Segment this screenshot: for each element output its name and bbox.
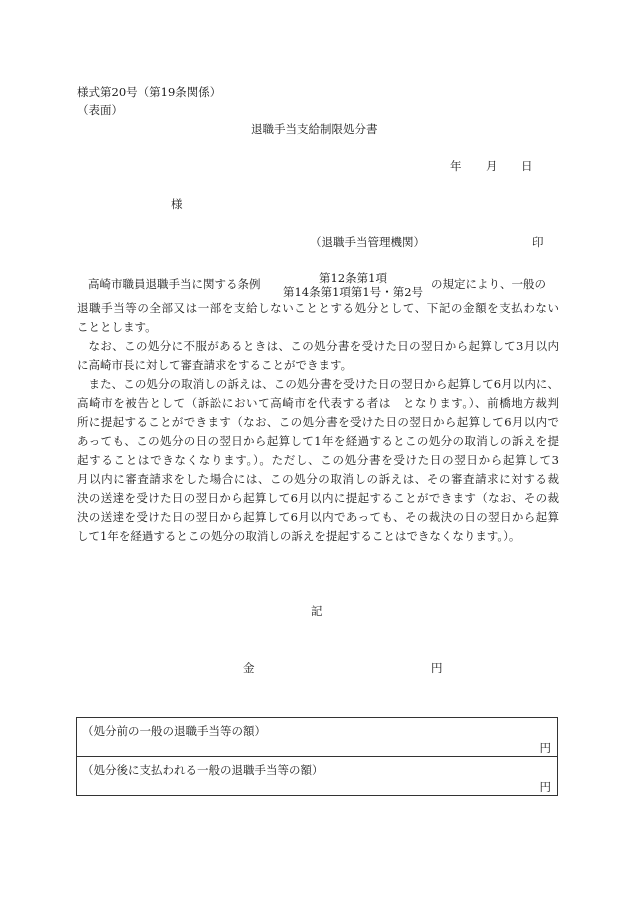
body-line: に高崎市長に対して審査請求をすることができます。: [77, 358, 353, 372]
row-unit-before: 円: [539, 741, 551, 755]
body-line: 月以内に審査請求をした場合には、この処分の取消しの訴えは、その審査請求に対する裁: [77, 472, 559, 486]
article-reference: [278, 271, 428, 299]
body-line: なお、この処分に不服があるときは、この処分書を受けた日の翌日から起算して3月以内: [88, 339, 559, 353]
date-year: 年: [450, 159, 462, 173]
issuer-label: （退職手当管理機関）: [310, 235, 425, 249]
body-line: また、この処分の取消しの訴えは、この処分書を受けた日の翌日から起算して6月以内に、: [88, 377, 559, 391]
date-day: 日: [521, 159, 533, 173]
body-line: 退職手当等の全部又は一部を支給しないこととする処分として、下記の金額を支払わない: [77, 301, 559, 315]
body-line: 起することはできなくなります。）。ただし、この処分書を受けた日の翌日から起算して3: [77, 453, 559, 467]
body-line: こととします。: [77, 320, 157, 334]
article-bottom: 第14条第1項第1号・第2号: [282, 285, 424, 299]
page-title: 退職手当支給制限処分書: [251, 122, 378, 136]
body-p1-end: の規定により、一般の: [431, 277, 546, 291]
row-label-after: （処分後に支払われる一般の退職手当等の額）: [82, 763, 324, 777]
amount-unit: 円: [431, 661, 443, 675]
body-line: 決の送達を受けた日の翌日から起算して6月以内であっても、その裁決の日の翌日から起算: [77, 510, 559, 524]
body-line: 高崎市を被告として（訴訟において高崎市を代表する者は となります。）、前橋地方裁判: [77, 396, 559, 410]
amount-table: [76, 717, 558, 796]
row-unit-after: 円: [539, 780, 551, 794]
date-month: 月: [486, 159, 498, 173]
body-line: あっても、この処分の日の翌日から起算して1年を経過するとこの処分の取消しの訴えを提: [77, 434, 559, 448]
body-line: して1年を経過するとこの処分の取消しの訴えを提起することはできなくなります。）。: [77, 529, 521, 543]
article-top: 第12条第1項: [319, 271, 387, 285]
body-line: 決の送達を受けた日の翌日から起算して6月以内に提起することができます（なお、その裁: [77, 491, 559, 505]
form-number: 様式第20号（第19条関係）: [77, 85, 222, 99]
table-row: [77, 756, 557, 795]
row-label-before: （処分前の一般の退職手当等の額）: [82, 724, 266, 738]
body-line: 所に提起することができます（なお、この処分書を受けた日の翌日から起算して6月以内で: [77, 415, 559, 429]
body-paragraphs: [77, 299, 559, 546]
seal-mark: 印: [532, 235, 544, 249]
side-label: （表面）: [77, 103, 123, 117]
body-p1-start: 高崎市職員退職手当に関する条例: [88, 277, 261, 291]
ki-heading: 記: [311, 604, 323, 618]
amount-label: 金: [243, 661, 255, 675]
addressee-honorific: 様: [171, 197, 183, 211]
table-row: [77, 718, 557, 756]
